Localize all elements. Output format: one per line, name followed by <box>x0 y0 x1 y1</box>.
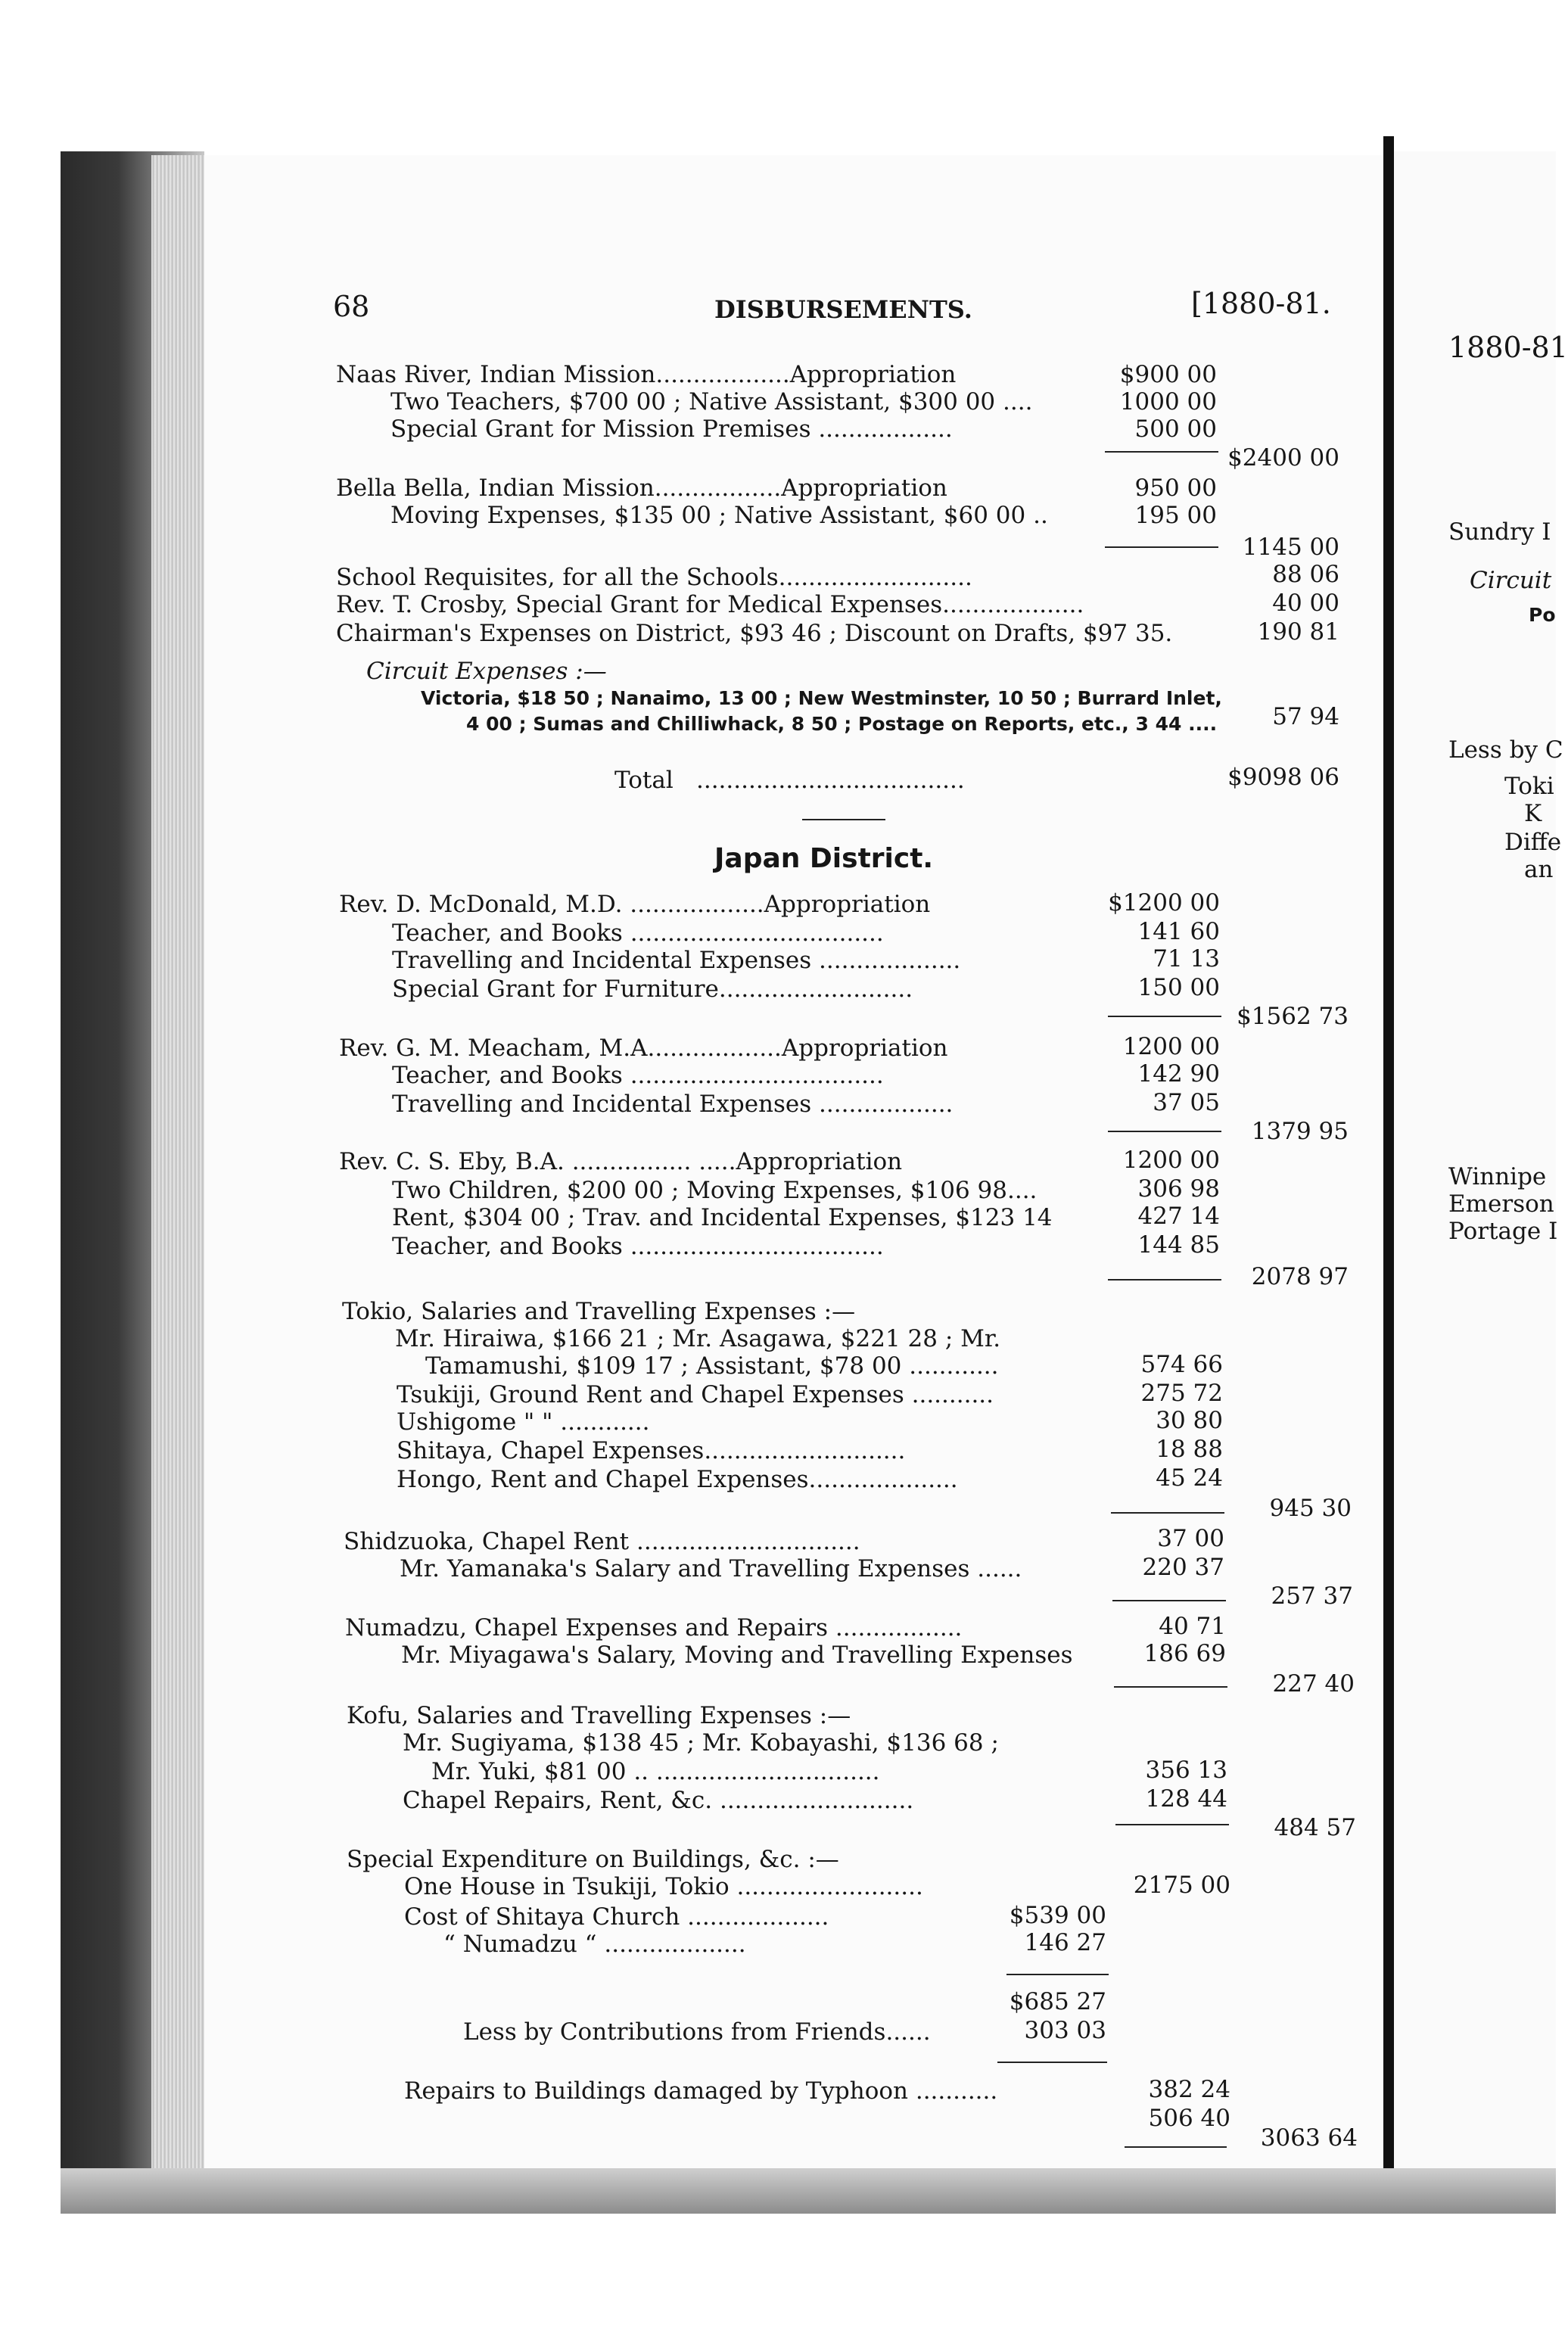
page-title: DISBURSEMENTS. <box>714 295 972 324</box>
ledger-line: “ Numadzu “ ................... <box>443 1931 746 1958</box>
ledger-line: Rent, $304 00 ; Trav. and Incidental Expenses, $123 14 <box>392 1204 1053 1231</box>
ledger-line: Mr. Miyagawa's Salary, Moving and Travelling Expenses <box>401 1642 1073 1669</box>
sum-rule <box>1125 2146 1227 2148</box>
amount-col2: 227 40 <box>1272 1670 1355 1698</box>
amount-col2: 1379 95 <box>1251 1118 1349 1145</box>
ledger-line: Two Teachers, $700 00 ; Native Assistant, $300 00 .... <box>390 388 1033 415</box>
ledger-line: Mr. Hiraiwa, $166 21 ; Mr. Asagawa, $221 28 ; Mr. <box>395 1325 1001 1352</box>
right-page-header: 1880-81 <box>1448 331 1568 364</box>
book-bottom-edge <box>61 2168 1556 2214</box>
ledger-line: Mr. Sugiyama, $138 45 ; Mr. Kobayashi, $136 68 ; <box>403 1729 999 1757</box>
amount-col2: 257 37 <box>1271 1582 1353 1610</box>
amount-col1: 186 69 <box>1143 1640 1226 1667</box>
amount-col2: 40 00 <box>1272 590 1339 617</box>
amount-col1: 950 00 <box>1134 475 1217 502</box>
amount-col1: 1200 00 <box>1122 1033 1220 1060</box>
right-page-line: an <box>1524 856 1554 883</box>
amount-col1: 45 24 <box>1156 1464 1223 1492</box>
amount-col1: 220 37 <box>1142 1554 1224 1581</box>
amount-col1: 144 85 <box>1137 1231 1220 1259</box>
amount-col0: $539 00 <box>1009 1902 1106 1929</box>
right-page-line: Emerson <box>1448 1190 1554 1218</box>
page-year: [1880-81. <box>1191 287 1331 320</box>
sum-rule <box>1108 1131 1221 1132</box>
right-page-line: Sundry I <box>1448 518 1551 546</box>
amount-col1: $1200 00 <box>1108 889 1220 916</box>
amount-col1: 382 24 <box>1148 2076 1230 2103</box>
amount-col1: 195 00 <box>1134 502 1217 529</box>
ledger-line: Tamamushi, $109 17 ; Assistant, $78 00 ............ <box>425 1352 999 1380</box>
subtotal-amount: $685 27 <box>1009 1988 1106 2015</box>
amount-col0: 146 27 <box>1024 1929 1106 1956</box>
right-page-line: Po <box>1529 604 1556 626</box>
right-page-line: Circuit <box>1470 567 1552 594</box>
section-divider <box>802 819 885 820</box>
ledger-line: Travelling and Incidental Expenses .................. <box>392 1091 954 1118</box>
sum-rule <box>1108 1279 1221 1281</box>
amount-col1: 150 00 <box>1137 974 1220 1001</box>
amount-col1: $900 00 <box>1119 361 1217 388</box>
amount-col2: 190 81 <box>1257 618 1339 646</box>
ledger-line: Special Grant for Furniture.......................... <box>392 976 913 1003</box>
sum-rule <box>1105 451 1218 453</box>
right-page-line: Portage I <box>1448 1218 1558 1245</box>
amount-col2: 1145 00 <box>1242 534 1339 561</box>
ledger-line: Teacher, and Books .................................. <box>392 1062 884 1089</box>
sum-rule <box>1112 1600 1226 1601</box>
sum-rule <box>1108 1016 1221 1017</box>
ledger-line: Hongo, Rent and Chapel Expenses.................... <box>397 1466 958 1493</box>
ledger-line: Moving Expenses, $135 00 ; Native Assistant, $60 00 .. <box>390 502 1048 529</box>
ledger-line: Tokio, Salaries and Travelling Expenses :— <box>342 1298 856 1325</box>
amount-col2: 57 94 <box>1272 703 1339 730</box>
amount-col1: 37 05 <box>1153 1089 1220 1116</box>
amount-col2: $2400 00 <box>1227 444 1339 471</box>
amount-col1: 1000 00 <box>1119 388 1217 415</box>
page-edges <box>151 155 212 2168</box>
ledger-line: Mr. Yamanaka's Salary and Travelling Expenses ...... <box>400 1555 1022 1582</box>
ledger-line: Special Expenditure on Buildings, &c. :— <box>347 1846 839 1873</box>
amount-col1: 1200 00 <box>1122 1147 1220 1174</box>
ledger-line: Two Children, $200 00 ; Moving Expenses, $106 98.... <box>392 1177 1038 1204</box>
amount-col1: 2175 00 <box>1133 1872 1230 1899</box>
sum-rule <box>1111 1512 1224 1514</box>
total-amount: $9098 06 <box>1227 764 1339 791</box>
amount-col1: 37 00 <box>1157 1525 1224 1552</box>
ledger-line: Rev. D. McDonald, M.D. ..................Appropriation <box>339 891 931 918</box>
book-gutter <box>1383 136 1394 2195</box>
circuit-line: 4 00 ; Sumas and Chilliwhack, 8 50 ; Postage on Reports, etc., 3 44 .... <box>466 713 1218 735</box>
ledger-line: Special Grant for Mission Premises .................. <box>390 415 953 443</box>
circuit-label: Circuit Expenses :— <box>366 658 607 685</box>
ledger-line: Chapel Repairs, Rent, &c. .......................... <box>403 1787 914 1814</box>
amount-col2: 945 30 <box>1269 1495 1352 1522</box>
ledger-line: Travelling and Incidental Expenses ................... <box>392 947 961 974</box>
sum-rule <box>1006 1974 1109 1975</box>
amount-col2: 3063 64 <box>1260 2124 1358 2152</box>
right-page-line: Toki <box>1504 773 1554 800</box>
amount-col1: 40 71 <box>1159 1613 1226 1640</box>
ledger-line: Chairman's Expenses on District, $93 46 ; Discount on Drafts, $97 35. <box>336 620 1173 647</box>
circuit-line: Victoria, $18 50 ; Nanaimo, 13 00 ; New Westminster, 10 50 ; Burrard Inlet, <box>421 687 1222 709</box>
right-page-line: K <box>1524 800 1542 827</box>
ledger-line: Rev. T. Crosby, Special Grant for Medical Expenses................... <box>336 591 1084 618</box>
right-page-line: Diffe <box>1504 829 1562 856</box>
amount-col0: 303 03 <box>1024 2017 1106 2044</box>
ledger-line: Shitaya, Chapel Expenses........................... <box>397 1437 906 1464</box>
ledger-line: Tsukiji, Ground Rent and Chapel Expenses ........... <box>397 1381 994 1408</box>
right-page-line: Less by C <box>1448 736 1563 764</box>
amount-col1: 275 72 <box>1140 1380 1223 1407</box>
amount-col1: 427 14 <box>1137 1203 1220 1230</box>
ledger-line: Kofu, Salaries and Travelling Expenses :— <box>347 1702 851 1729</box>
amount-col1: 18 88 <box>1156 1436 1223 1463</box>
amount-col1: 306 98 <box>1137 1175 1220 1203</box>
total-leader: .................................... <box>696 767 965 794</box>
total-label: Total <box>614 767 674 794</box>
section-heading: Japan District. <box>714 843 934 874</box>
sum-rule <box>997 2062 1107 2063</box>
amount-col1: 141 60 <box>1137 918 1220 945</box>
amount-col1: 71 13 <box>1153 945 1220 972</box>
ledger-line: Rev. C. S. Eby, B.A. ................ .....Appropriation <box>339 1148 903 1175</box>
ledger-line: Mr. Yuki, $81 00 .. .............................. <box>431 1758 880 1785</box>
amount-col1: 574 66 <box>1140 1351 1223 1378</box>
ledger-line: Teacher, and Books .................................. <box>392 920 884 947</box>
sum-rule <box>1105 546 1218 548</box>
amount-col1: 30 80 <box>1156 1407 1223 1434</box>
right-page-line: Winnipe <box>1448 1163 1547 1190</box>
amount-col1: 506 40 <box>1148 2105 1230 2132</box>
ledger-line: Repairs to Buildings damaged by Typhoon ........... <box>404 2077 998 2105</box>
page-number: 68 <box>333 290 370 323</box>
sum-rule <box>1114 1686 1227 1688</box>
ledger-line: Naas River, Indian Mission..................Appropriation <box>336 361 957 388</box>
amount-col1: 142 90 <box>1137 1060 1220 1088</box>
ledger-line: Ushigome " " ............ <box>397 1408 650 1436</box>
ledger-line: Teacher, and Books .................................. <box>392 1233 884 1260</box>
amount-col2: 88 06 <box>1272 561 1339 588</box>
ledger-line: School Requisites, for all the Schools.......................... <box>336 564 972 591</box>
amount-col2: 484 57 <box>1274 1814 1356 1841</box>
amount-col1: 500 00 <box>1134 415 1217 443</box>
amount-col2: $1562 73 <box>1237 1003 1349 1030</box>
amount-col1: 128 44 <box>1145 1785 1227 1813</box>
amount-col1: 356 13 <box>1145 1757 1227 1784</box>
ledger-line: Shidzuoka, Chapel Rent .............................. <box>344 1528 860 1555</box>
right-page <box>1394 151 1568 2180</box>
ledger-line: Bella Bella, Indian Mission.................Appropriation <box>336 475 947 502</box>
ledger-line: One House in Tsukiji, Tokio ......................... <box>404 1873 923 1900</box>
ledger-line: Less by Contributions from Friends...... <box>463 2018 931 2046</box>
ledger-line: Numadzu, Chapel Expenses and Repairs ................. <box>345 1614 963 1642</box>
sum-rule <box>1115 1824 1229 1825</box>
amount-col2: 2078 97 <box>1251 1263 1349 1290</box>
ledger-line: Rev. G. M. Meacham, M.A..................Appropriation <box>339 1035 948 1062</box>
ledger-line: Cost of Shitaya Church ................... <box>404 1903 829 1931</box>
